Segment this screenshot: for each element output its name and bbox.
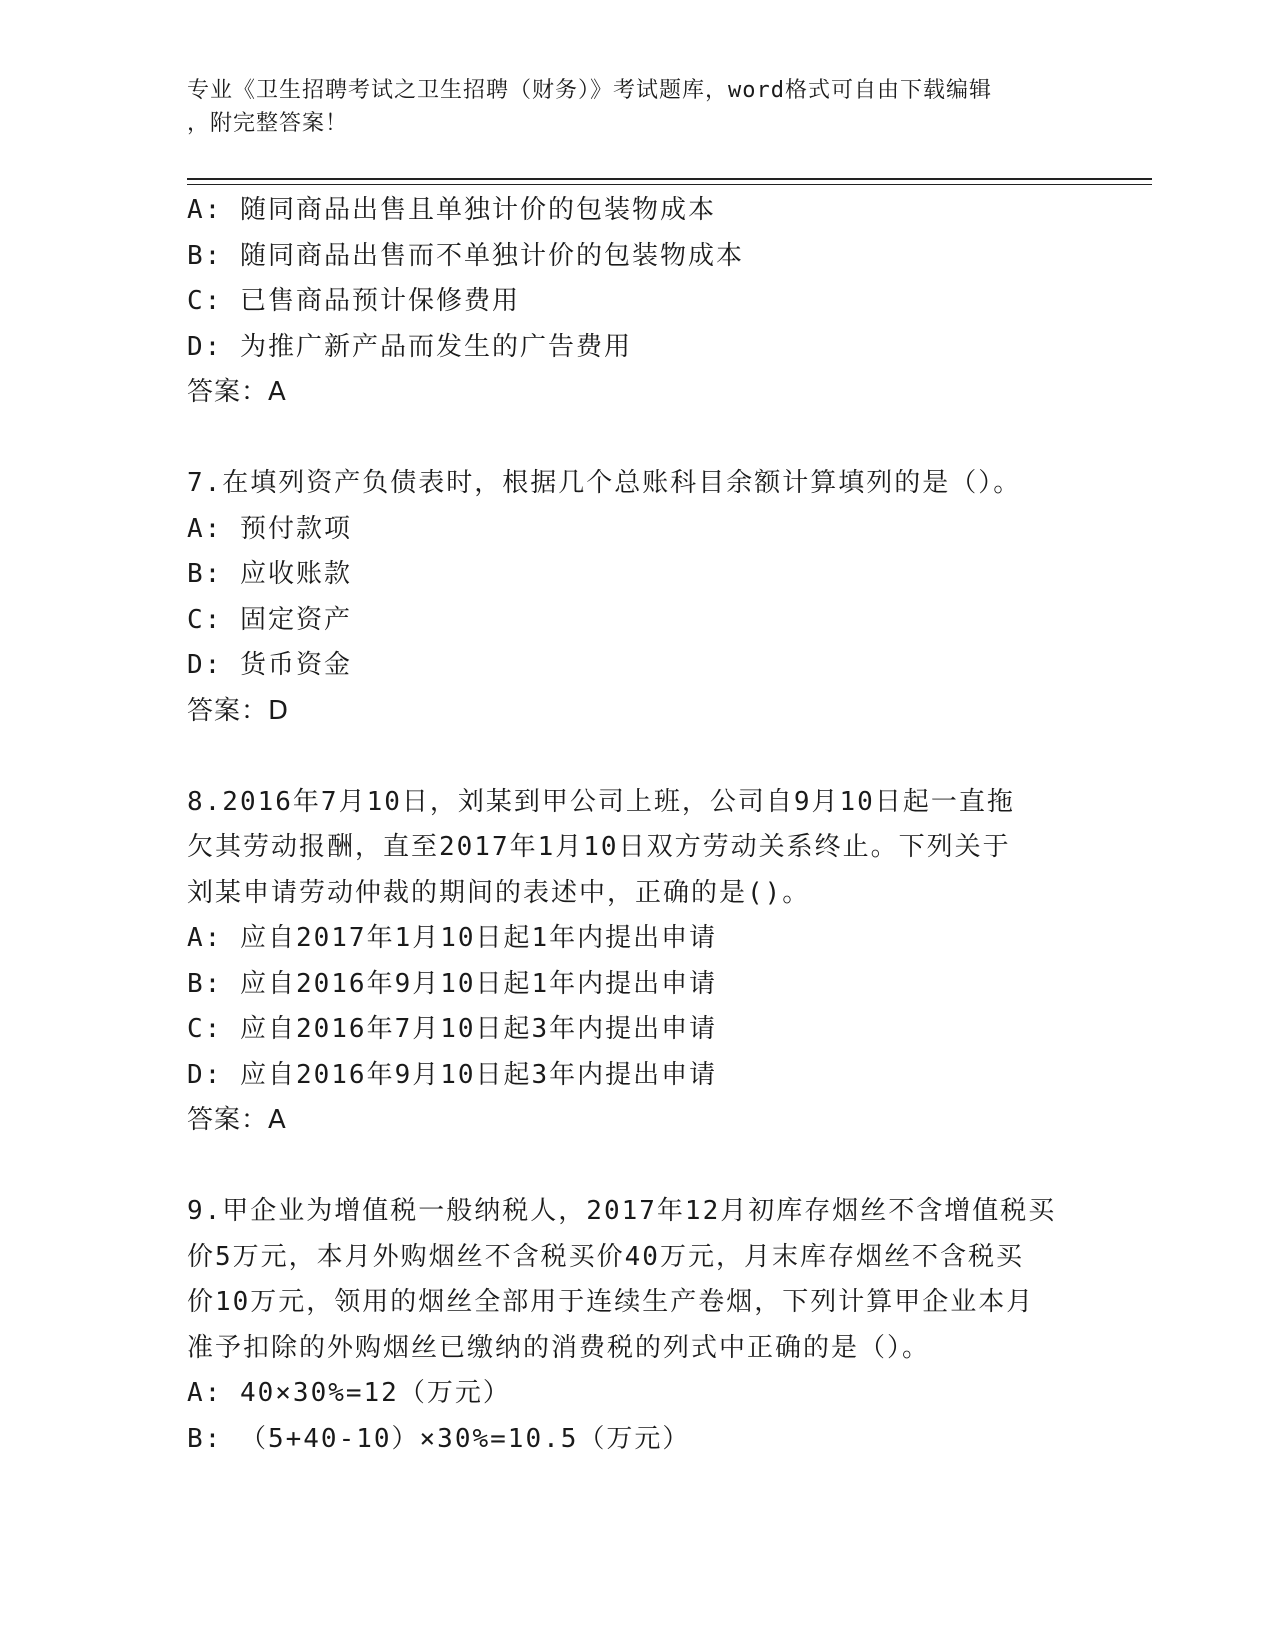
question-stem-line-2: 价5万元，本月外购烟丝不含税买价40万元，月末库存烟丝不含税买 xyxy=(187,1241,1024,1272)
spacer xyxy=(187,1144,1087,1190)
option-b: B: 应收账款 xyxy=(187,559,352,589)
document-header xyxy=(187,74,1087,140)
header-line-2: ，附完整答案！ xyxy=(187,111,349,136)
answer: 答案：A xyxy=(187,1105,287,1135)
option-b: B: 随同商品出售而不单独计价的包装物成本 xyxy=(187,240,744,271)
question-stem-line-3: 刘某申请劳动仲裁的期间的表述中，正确的是()。 xyxy=(187,877,811,908)
option-d: D: 为推广新产品而发生的广告费用 xyxy=(187,331,632,362)
option-c: C: 应自2016年7月10日起3年内提出申请 xyxy=(187,1014,718,1044)
question-7 xyxy=(187,461,1087,734)
option-b: B: （5+40-10）×30%=10.5（万元） xyxy=(187,1423,691,1454)
question-6 xyxy=(187,188,1087,416)
header-divider-thin xyxy=(187,184,1152,185)
header-line-1: 专业《卫生招聘考试之卫生招聘（财务）》考试题库，word格式可自由下载编辑 xyxy=(187,78,992,103)
spacer xyxy=(187,416,1087,462)
spacer xyxy=(187,734,1087,780)
option-a: A: 随同商品出售且单独计价的包装物成本 xyxy=(187,195,716,225)
option-c: C: 固定资产 xyxy=(187,604,352,635)
question-stem-line-1: 8.2016年7月10日，刘某到甲公司上班，公司自9月10日起一直拖 xyxy=(187,786,1015,817)
option-a: A: 40×30%=12（万元） xyxy=(187,1378,511,1408)
question-content xyxy=(187,188,1087,1462)
answer: 答案：D xyxy=(187,695,290,726)
question-stem-line-3: 价10万元，领用的烟丝全部用于连续生产卷烟，下列计算甲企业本月 xyxy=(187,1287,1035,1317)
option-c: C: 已售商品预计保修费用 xyxy=(187,286,520,316)
question-stem: 7.在填列资产负债表时，根据几个总账科目余额计算填列的是（）。 xyxy=(187,468,1022,498)
header-divider-thick xyxy=(187,178,1152,180)
question-8 xyxy=(187,780,1087,1144)
option-a: A: 应自2017年1月10日起1年内提出申请 xyxy=(187,923,718,953)
option-d: D: 应自2016年9月10日起3年内提出申请 xyxy=(187,1059,718,1090)
answer: 答案：A xyxy=(187,377,287,407)
option-a: A: 预付款项 xyxy=(187,513,352,544)
option-b: B: 应自2016年9月10日起1年内提出申请 xyxy=(187,968,718,999)
question-stem-line-2: 欠其劳动报酬，直至2017年1月10日双方劳动关系终止。下列关于 xyxy=(187,832,1011,862)
question-stem-line-1: 9.甲企业为增值税一般纳税人，2017年12月初库存烟丝不含增值税买 xyxy=(187,1196,1057,1226)
option-d: D: 货币资金 xyxy=(187,650,352,680)
question-9 xyxy=(187,1189,1087,1462)
question-stem-line-4: 准予扣除的外购烟丝已缴纳的消费税的列式中正确的是（）。 xyxy=(187,1332,931,1363)
